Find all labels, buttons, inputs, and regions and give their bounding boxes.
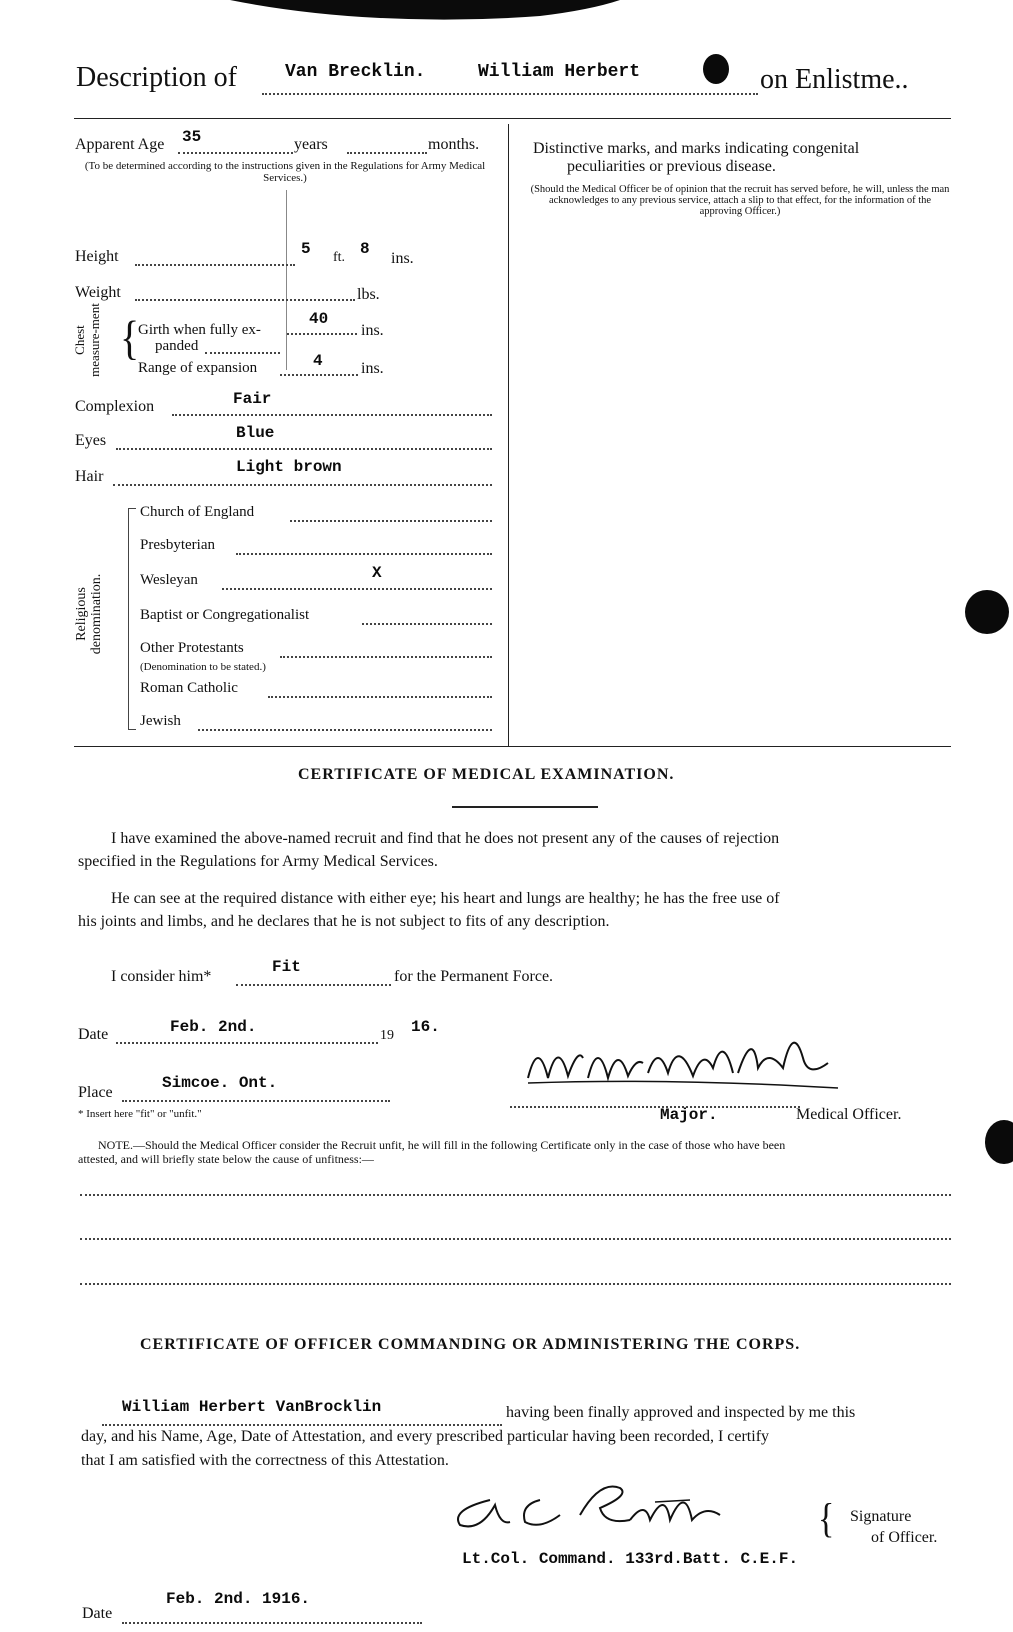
marks-note: (Should the Medical Officer be of opinion that the recruit has served before, he will, unless the man acknowledges to any previous service, attach a slip to that effect, for the information of the approving Officer.)	[530, 184, 950, 217]
unfit-line-1	[80, 1194, 951, 1196]
place-label: Place	[78, 1084, 113, 1101]
marks-line-1: Distinctive marks, and marks indicating congenital	[533, 140, 860, 157]
girth-label-2: panded	[155, 338, 199, 354]
medical-officer-signature	[508, 1018, 868, 1108]
complexion-dots	[172, 414, 492, 416]
dots-5	[280, 656, 492, 658]
medical-date-dots	[116, 1042, 378, 1044]
column-divider-left	[286, 190, 287, 370]
medical-para1-line2: specified in the Regulations for Army Medical Services.	[78, 853, 438, 870]
girth-value: 40	[309, 310, 329, 328]
height-dots	[135, 264, 295, 266]
dots-7	[198, 729, 492, 731]
commanding-line1-suffix: having been finally approved and inspected by me this	[506, 1404, 856, 1421]
insert-note: * Insert here "fit" or "unfit."	[78, 1108, 202, 1120]
commanding-title: CERTIFICATE OF OFFICER COMMANDING OR ADMINISTERING THE CORPS.	[140, 1336, 801, 1353]
dots-6	[268, 696, 492, 698]
dots-2	[236, 553, 492, 555]
religion-bracket-top	[128, 508, 136, 509]
medical-date-label: Date	[78, 1026, 109, 1043]
commanding-name-value: William Herbert VanBrocklin	[122, 1398, 382, 1416]
dots-4	[362, 623, 492, 625]
torn-top-edge	[0, 0, 1013, 30]
signature-label-1: Signature	[850, 1508, 912, 1525]
age-value: 35	[182, 128, 202, 146]
age-note: (To be determined according to the instructions given in the Regulations for Army Medical Services.)	[84, 160, 486, 184]
religion-other-protestants: Other Protestants	[140, 640, 244, 656]
header-surname: Van Brecklin.	[285, 62, 426, 82]
lbs-label: lbs.	[357, 286, 380, 303]
medical-title-rule	[452, 806, 598, 808]
commanding-name-dots	[102, 1424, 502, 1426]
commanding-date-label: Date	[82, 1605, 113, 1622]
consider-value: Fit	[272, 958, 301, 976]
chest-brace: {	[120, 310, 140, 365]
range-label: Range of expansion	[138, 360, 258, 376]
signature-brace: {	[818, 1497, 835, 1542]
marks-line-2: peculiarities or previous disease.	[567, 158, 776, 175]
ink-blot-lower	[985, 1120, 1013, 1164]
commanding-officer-rank: Lt.Col. Command. 133rd.Batt. C.E.F.	[462, 1550, 799, 1568]
medical-date-value: Feb. 2nd.	[170, 1018, 257, 1036]
religion-jewish: Jewish	[140, 713, 181, 729]
column-divider	[508, 124, 509, 746]
dots-3	[222, 588, 492, 590]
hair-dots	[113, 484, 492, 486]
religion-bracket-bottom	[128, 729, 136, 730]
range-dots	[280, 374, 358, 376]
medical-officer-label: Medical Officer.	[796, 1106, 902, 1123]
consider-dots	[236, 984, 391, 986]
religion-label-text: Religious denomination.	[74, 573, 104, 655]
commanding-date-dots	[122, 1622, 422, 1624]
consider-label: I consider him*	[111, 968, 212, 985]
religion-bracket	[128, 508, 129, 730]
commanding-line3: that I am satisfied with the correctness of this Attestation.	[81, 1452, 449, 1469]
chest-label-text: Chest measure-ment	[72, 303, 102, 377]
dots-1	[290, 520, 492, 522]
hair-value: Light brown	[236, 458, 342, 476]
girth-label-1: Girth when fully ex-	[138, 322, 261, 338]
height-in-value: 8	[360, 240, 370, 258]
height-ft-value: 5	[301, 240, 311, 258]
commanding-officer-signature	[430, 1470, 750, 1540]
denomination-note: (Denomination to be stated.)	[140, 661, 266, 673]
religion-roman-catholic: Roman Catholic	[140, 680, 238, 696]
age-dots	[178, 152, 293, 154]
religion-label	[74, 554, 104, 674]
religion-baptist: Baptist or Congregationalist	[140, 607, 310, 623]
medical-para1-line1: I have examined the above-named recruit and find that he does not present any of the causes of rejection	[111, 830, 780, 847]
eyes-label: Eyes	[75, 432, 107, 449]
medical-para2-line1: He can see at the required distance with either eye; his heart and lungs are healthy; he has the free use of	[111, 890, 780, 907]
header-given-names: William Herbert	[478, 62, 641, 82]
girth-value-dots	[287, 333, 357, 335]
years-label: years	[294, 136, 328, 153]
medical-title: CERTIFICATE OF MEDICAL EXAMINATION.	[298, 766, 675, 783]
weight-label: Weight	[75, 284, 121, 301]
ins-label: ins.	[391, 250, 414, 267]
header-prefix: Description of	[76, 62, 237, 93]
medical-para2-line2: his joints and limbs, and he declares that he is not subject to fits of any description.	[78, 913, 610, 930]
header-suffix: on Enlistme..	[760, 64, 909, 95]
officer-dots	[510, 1106, 800, 1108]
girth-ins-label: ins.	[361, 322, 384, 339]
note-line-2: attested, and will briefly state below the cause of unfitness:—	[78, 1152, 374, 1166]
religion-wesleyan: Wesleyan	[140, 572, 198, 588]
section-rule	[74, 746, 951, 747]
place-dots	[122, 1100, 390, 1102]
signature-label-2: of Officer.	[871, 1529, 938, 1546]
header-dotted-line	[262, 93, 758, 95]
unfit-line-3	[80, 1283, 951, 1285]
religion-church-of-england: Church of England	[140, 504, 255, 520]
wesleyan-mark: X	[372, 564, 382, 582]
consider-suffix: for the Permanent Force.	[394, 968, 554, 985]
complexion-value: Fair	[233, 390, 272, 408]
eyes-value: Blue	[236, 424, 275, 442]
hair-label: Hair	[75, 468, 104, 485]
commanding-line2: day, and his Name, Age, Date of Attestation, and every prescribed particular having been recorded, I certify	[81, 1428, 770, 1445]
chest-label	[72, 300, 102, 380]
unfit-line-2	[80, 1238, 951, 1240]
place-value: Simcoe. Ont.	[162, 1074, 278, 1092]
height-label: Height	[75, 248, 119, 265]
header-rule	[74, 118, 951, 119]
commanding-date-value: Feb. 2nd. 1916.	[166, 1590, 311, 1608]
year-value: 16.	[411, 1018, 440, 1036]
note-line-1: NOTE.—Should the Medical Officer consider the Recruit unfit, he will fill in the following Certificate only in the case of those who have been	[98, 1138, 786, 1152]
eyes-dots	[116, 448, 492, 450]
girth-dots	[205, 352, 280, 354]
ink-blot-right	[965, 590, 1009, 634]
age-label: Apparent Age	[75, 136, 165, 153]
complexion-label: Complexion	[75, 398, 155, 415]
weight-dots	[135, 299, 355, 301]
months-label: months.	[428, 136, 480, 153]
range-value: 4	[313, 352, 323, 370]
ink-blot	[703, 54, 729, 84]
months-dots	[347, 152, 427, 154]
range-ins-label: ins.	[361, 360, 384, 377]
year-prefix: 19	[380, 1028, 394, 1043]
religion-presbyterian: Presbyterian	[140, 537, 215, 553]
rank-value: Major.	[660, 1106, 718, 1124]
ft-label: ft.	[333, 250, 346, 265]
